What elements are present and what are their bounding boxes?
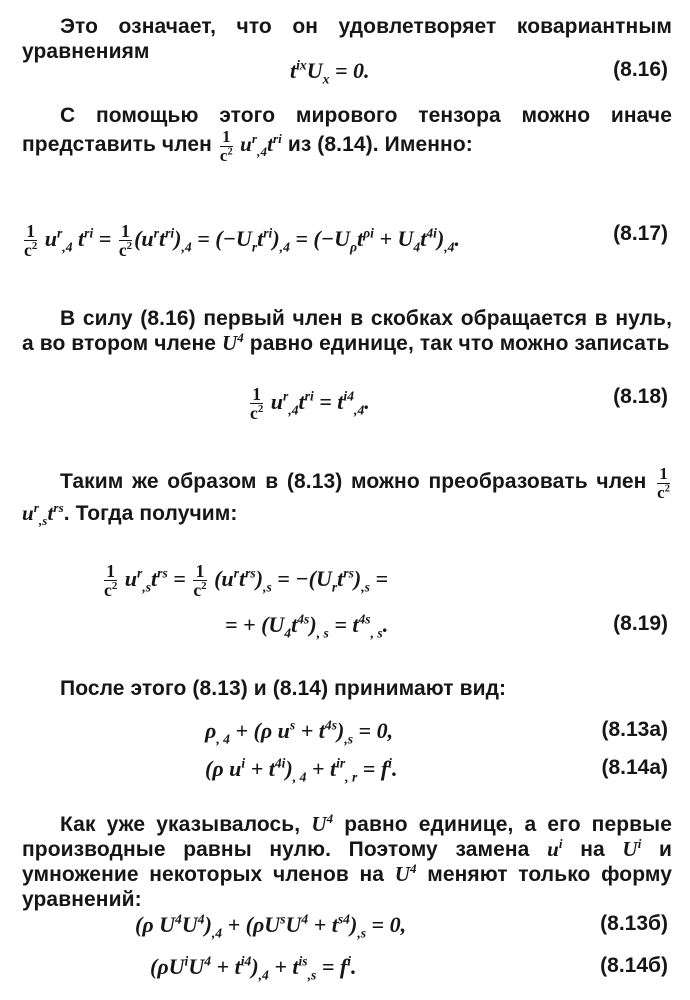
paragraph-2-text-b: из (8.14). Именно: [287,132,473,156]
inline-term: $\frac{1}{c^2}$ $u^r_{,4}t^{ri}$ [219,127,282,165]
equation-8-13a-number: (8.13а) [601,718,668,741]
equation-8-14b [0,954,690,994]
inline-U4-3: $U^4$ [394,861,417,886]
equation-8-14a-number: (8.14а) [601,756,668,779]
equation-8-16 [0,58,690,98]
equation-8-14b-formula: $(\rho U^iU^4 + t^{i4})_{,4} + t^{is}_{,s} = f^i$. [150,953,357,983]
equation-8-17-number: (8.17) [613,222,668,245]
equation-8-13a [0,718,690,758]
paragraph-4-text-a: Таким же образом в (8.13) можно преобразовать член [60,469,647,493]
equation-8-17-formula: $\frac{1}{c^2}$ $u^r_{,4}$ $t^{ri}$ = $\frac{1}{c^2}$ $(u^rt^{ri})_{,4} = (-U_rt^{ri})_{,4} = (-U_\rho t^{\rho i} + U_4t^{4i})_{,4}$. [24,221,460,261]
paragraph-6-text-b: равно единице, а его первые производные равны нулю. Поэтому замена [22,813,672,861]
paragraph-2 [22,103,672,164]
paragraph-3 [22,306,672,356]
inline-Ui: $U^i$ [622,836,642,861]
equation-8-19-line-2 [0,612,690,652]
equation-8-18-number: (8.18) [613,385,668,408]
paragraph-6-text-c: на [580,838,605,861]
paragraph-3-text-a: В силу (8.16) первый член в скобках обращается в нуль, а во втором члене [22,307,672,355]
paragraph-5 [22,676,672,701]
inline-term-2: $\frac{1}{c^2}$ $u^r_{,s}t^{rs}$ [22,464,671,529]
equation-8-13b-formula: (ρ $U^4U^4)_{,4} + (\rho U^sU^4 + t^{s4})_{,s} = 0$, [135,911,407,941]
paragraph-4-text-b: . Тогда получим: [63,502,238,526]
equation-8-19-number: (8.19) [613,612,668,635]
paragraph-1-text: Это означает, что он удовлетворяет ковариантным уравнениям [22,15,672,63]
paragraph-3-text-b: равно единице, так что можно записать [249,332,670,355]
equation-8-16-formula: $t^{ix}U_x = 0$. [290,57,370,87]
paragraph-2-text-a: С помощью этого мирового тензора можно иначе представить член [22,104,672,156]
equation-8-13a-formula: $\rho_{, 4} + (\rho$ $u^s + t^{4s})_{,s} = 0$, [205,717,394,747]
equation-8-14a-formula: (ρ $u^i + t^{4i})_{, 4} + t^{ir}_{, r} = f^i$. [205,755,398,785]
paragraph-5-text: После этого (8.13) и (8.14) принимают вид: [60,677,507,700]
inline-U4: $U^4$ [221,330,244,355]
equation-8-19-formula-2: = + $(U_4t^{4s})_{, s} = t^{4s}_{, s}$. [225,611,389,641]
inline-U4-2: $U^4$ [311,811,334,836]
equation-8-14b-number: (8.14б) [600,954,668,977]
equation-8-19-formula-1: $\frac{1}{c^2}$ $u^r_{,s}t^{rs}$ = $\frac{1}{c^2}$ $(u^rt^{rs})_{,s} = -(U_rt^{rs})_{,s}$ = [104,561,388,601]
paragraph-1 [22,14,672,64]
paragraph-6-text-d: и умножение некоторых членов на [22,838,673,886]
equation-8-19-line-1 [0,562,690,602]
paragraph-6 [22,812,672,912]
equation-8-16-number: (8.16) [613,58,668,81]
equation-8-17 [0,222,690,262]
inline-ui: $u^i$ [547,836,563,861]
equation-8-18-formula: $\frac{1}{c^2}$ $u^r_{,4}t^{ri} = t^{i4}_{,4}$. [250,384,370,424]
equation-8-14a [0,756,690,796]
paragraph-6-text-e: меняют только форму уравнений: [22,863,673,911]
equation-8-18 [0,385,690,425]
paragraph-6-text-a: Как уже указывалось, [60,813,301,836]
equation-8-13b-number: (8.13б) [600,912,668,935]
paragraph-4 [22,464,672,529]
equation-8-13b [0,912,690,952]
